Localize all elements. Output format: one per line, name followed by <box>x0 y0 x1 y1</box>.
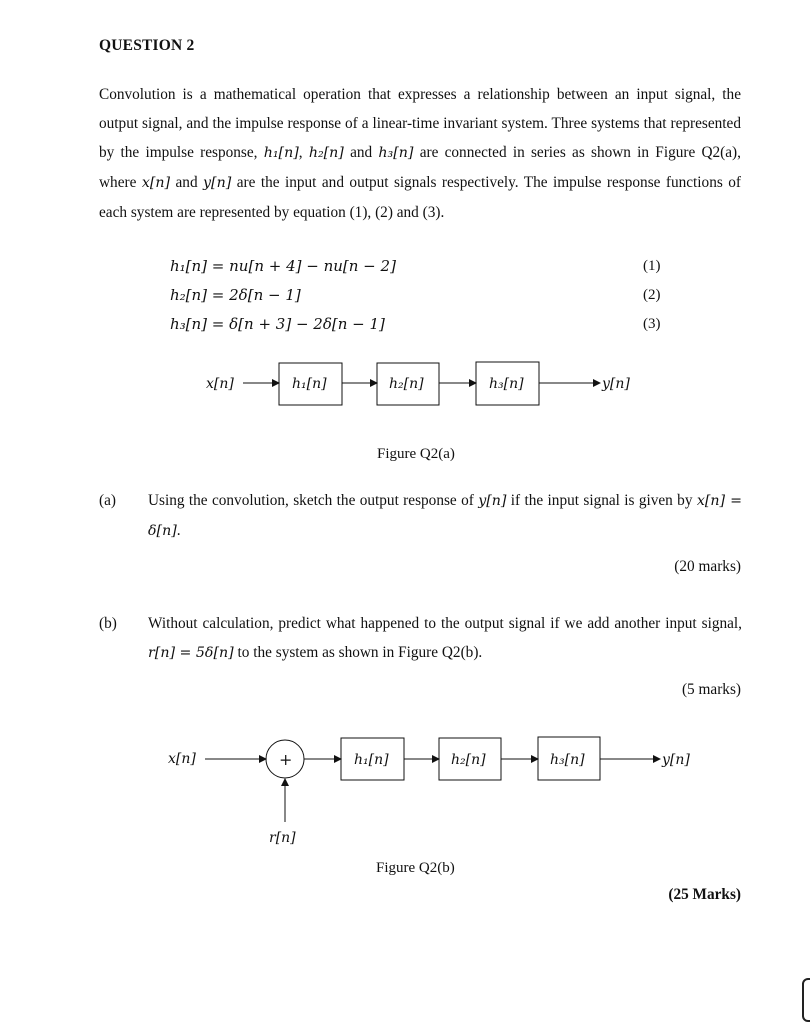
fig-b-block-h3-label: h₃[n] <box>550 752 585 768</box>
intro-x: x[n] <box>141 175 171 191</box>
part-a-end: . <box>176 522 181 539</box>
intro-y: y[n] <box>203 175 232 191</box>
figure-q2a-diagram <box>0 355 810 415</box>
fig-b-block-h1-label: h₁[n] <box>354 752 389 768</box>
intro-and: and <box>350 144 373 161</box>
fig-a-block-h3-label: h₃[n] <box>489 376 524 392</box>
intro-text-1: Convolution is a mathematical operation that expresses a relationship between an input signal, the output signal, and the impulse response of a linear-time invariant system. Three systems that represented by the impulse response, <box>99 86 741 161</box>
part-b-label: (b) <box>99 615 117 632</box>
part-a-text <box>148 486 742 546</box>
figure-q2b-caption: Figure Q2(b) <box>376 860 455 876</box>
part-b-marks: (5 marks) <box>681 681 741 698</box>
intro-h1: h₁[n] <box>263 145 299 161</box>
equation-1: h₁[n] = nu[n + 4] − nu[n − 2] <box>170 257 396 275</box>
part-a-label: (a) <box>99 492 116 509</box>
intro-h3: h₃[n] <box>378 145 414 161</box>
fig-b-output-label: y[n] <box>662 752 690 768</box>
fig-b-side-input-label: r[n] <box>269 830 296 846</box>
part-a-text-2: if the input signal is given by <box>510 492 693 509</box>
figure-q2a-caption: Figure Q2(a) <box>377 446 455 462</box>
equation-3: h₃[n] = δ[n + 3] − 2δ[n − 1] <box>170 315 385 333</box>
intro-sep: , <box>298 144 303 161</box>
part-b-text-2: to the system as shown in Figure Q2(b). <box>237 644 483 661</box>
equation-1-number: (1) <box>643 258 661 274</box>
part-a-marks: (20 marks) <box>674 558 741 575</box>
equation-3-number: (3) <box>643 316 661 332</box>
fig-b-block-h2-label: h₂[n] <box>451 752 486 768</box>
intro-paragraph <box>99 80 741 227</box>
fig-a-input-label: x[n] <box>206 376 234 392</box>
part-b-text-1: Without calculation, predict what happened to the output signal if we add another input signal, <box>148 615 742 632</box>
intro-and-2: and <box>175 174 198 191</box>
fig-a-output-label: y[n] <box>602 376 630 392</box>
equation-2-number: (2) <box>643 287 661 303</box>
part-a-y: y[n] <box>478 493 507 509</box>
part-b-text <box>148 609 742 668</box>
equation-2: h₂[n] = 2δ[n − 1] <box>170 286 301 304</box>
part-a-condition: x[n] = δ[n] <box>148 493 743 539</box>
fig-b-sum-sign: + <box>279 750 293 769</box>
fig-a-block-h1-label: h₁[n] <box>292 376 327 392</box>
intro-h2: h₂[n] <box>308 145 344 161</box>
intro-text-2: are connected in series as shown in Figure Q2(a), where <box>99 144 741 191</box>
question-title: QUESTION 2 <box>99 37 195 54</box>
intro-text-3: are the input and output signals respectively. The impulse response functions of each system are represented by equation (1), (2) and (3). <box>99 174 742 221</box>
part-b-condition: r[n] = 5δ[n] <box>148 645 234 661</box>
total-marks: (25 Marks) <box>668 886 741 903</box>
fig-a-block-h2-label: h₂[n] <box>389 376 424 392</box>
fig-b-input-label: x[n] <box>168 751 196 767</box>
part-a-text-1: Using the convolution, sketch the output response of <box>148 492 474 509</box>
page-edge-decoration <box>802 978 810 1022</box>
figure-q2b-diagram <box>0 730 810 850</box>
